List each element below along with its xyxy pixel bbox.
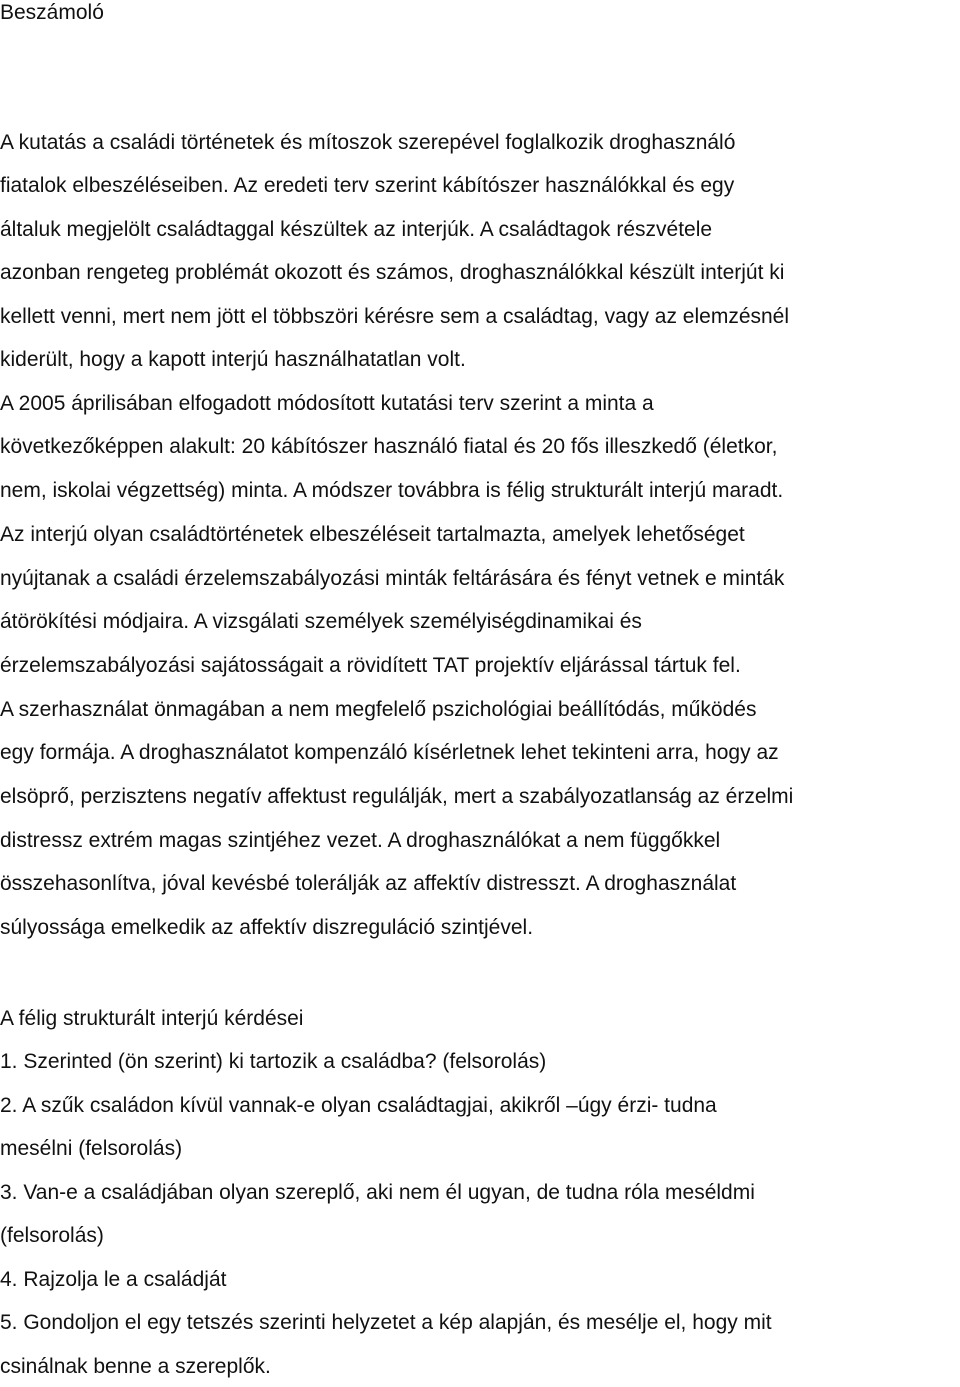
paragraph-line: distressz extrém magas szintjéhez vezet. A droghasználókat a nem függőkkel xyxy=(0,829,721,852)
question-line: csinálnak benne a szereplők. xyxy=(0,1355,271,1378)
paragraph-line: egy formája. A droghasználatot kompenzáló kísérletnek lehet tekinteni arra, hogy az xyxy=(0,741,779,764)
question-line: 5. Gondoljon el egy tetszés szerinti helyzetet a kép alapján, és mesélje el, hogy mit xyxy=(0,1311,772,1334)
question-line: 4. Rajzolja le a családját xyxy=(0,1268,227,1291)
paragraph-line: átörökítési módjaira. A vizsgálati személyek személyiségdinamikai és xyxy=(0,610,642,633)
paragraph-line: nem, iskolai végzettség) minta. A módszer továbbra is félig strukturált interjú maradt. xyxy=(0,479,784,502)
paragraph-line: kellett venni, mert nem jött el többszöri kérésre sem a családtag, vagy az elemzésnél xyxy=(0,305,790,328)
paragraph-line: összehasonlítva, jóval kevésbé tolerálják az affektív distresszt. A droghasználat xyxy=(0,872,737,895)
question-line: 2. A szűk családon kívül vannak-e olyan családtagjai, akikről –úgy érzi- tudna xyxy=(0,1094,717,1117)
paragraph-line: A szerhasználat önmagában a nem megfelelő pszichológiai beállítódás, működés xyxy=(0,698,757,721)
question-line: mesélni (felsorolás) xyxy=(0,1137,183,1160)
paragraph-line: fiatalok elbeszéléseiben. Az eredeti terv szerint kábítószer használókkal és egy xyxy=(0,174,735,197)
paragraph-line: súlyossága emelkedik az affektív diszreguláció szintjével. xyxy=(0,916,534,939)
document-title: Beszámoló xyxy=(0,1,104,24)
paragraph-line: Az interjú olyan családtörténetek elbeszéléseit tartalmazta, amelyek lehetőséget xyxy=(0,523,745,546)
paragraph-line: azonban rengeteg problémát okozott és számos, droghasználókkal készült interjút ki xyxy=(0,261,785,284)
paragraph-line: nyújtanak a családi érzelemszabályozási minták feltárására és fényt vetnek e minták xyxy=(0,567,785,590)
paragraph-line: A kutatás a családi történetek és mítoszok szerepével foglalkozik droghasználó xyxy=(0,131,736,154)
question-line: 1. Szerinted (ön szerint) ki tartozik a családba? (felsorolás) xyxy=(0,1050,547,1073)
paragraph-line: általuk megjelölt családtaggal készültek az interjúk. A családtagok részvétele xyxy=(0,218,713,241)
paragraph-line: A 2005 áprilisában elfogadott módosított kutatási terv szerint a minta a xyxy=(0,392,654,415)
paragraph-line: következőképpen alakult: 20 kábítószer használó fiatal és 20 fős illeszkedő (életkor, xyxy=(0,435,778,458)
paragraph-line: elsöprő, perzisztens negatív affektust regulálják, mert a szabályozatlanság az érzelmi xyxy=(0,785,794,808)
paragraph-line: kiderült, hogy a kapott interjú használhatatlan volt. xyxy=(0,348,466,371)
question-line: (felsorolás) xyxy=(0,1224,104,1247)
questions-heading: A félig strukturált interjú kérdései xyxy=(0,1007,304,1030)
question-line: 3. Van-e a családjában olyan szereplő, aki nem él ugyan, de tudna róla meséldmi xyxy=(0,1181,755,1204)
paragraph-line: érzelemszabályozási sajátosságait a rövidített TAT projektív eljárással tártuk fel. xyxy=(0,654,741,677)
